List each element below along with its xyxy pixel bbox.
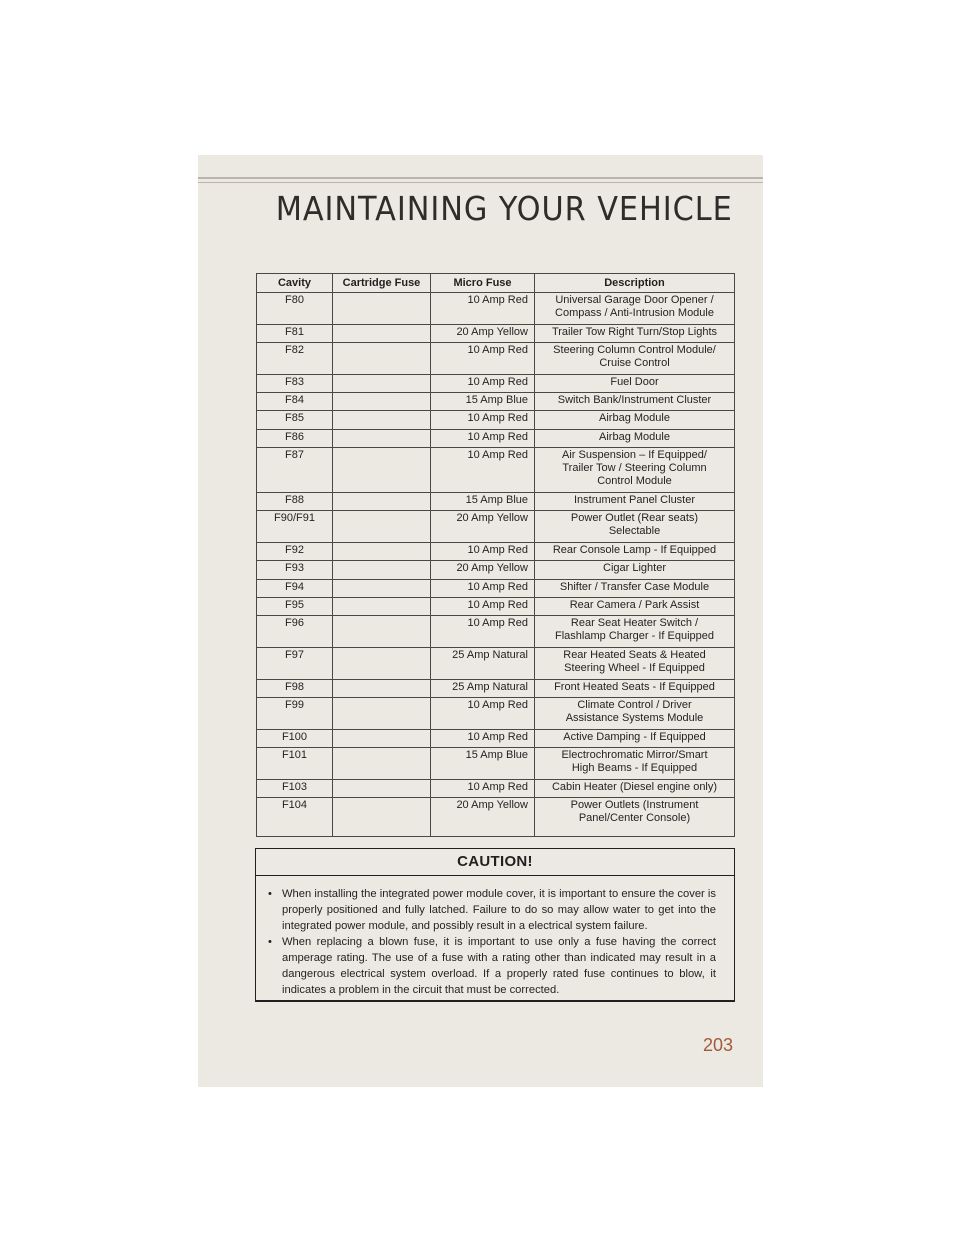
cavity-cell: F99 [257,697,333,729]
cavity-cell: F87 [257,448,333,493]
table-row [257,342,735,374]
description-cell [535,429,735,447]
table-row [257,542,735,560]
table-row [257,448,735,493]
cartridge-fuse-cell [333,561,431,579]
cavity-cell: F104 [281,799,308,811]
micro-fuse-cell: 15 Amp Blue [431,392,535,410]
table-row [257,616,735,648]
section-title: MAINTAINING YOUR VEHICLE [276,189,733,228]
cartridge-fuse-cell [333,324,431,342]
micro-fuse-cell: 10 Amp Red [431,779,535,797]
col-header-description: Description [535,274,735,293]
table-row [257,579,735,597]
bullet-icon: • [268,888,272,900]
table-row [257,511,735,543]
description-cell [535,729,735,747]
cavity-cell: F84 [257,392,333,410]
description-cell [535,542,735,560]
description-line: Fuel Door [610,375,659,388]
cavity-cell: F96 [257,616,333,648]
description-line: Rear Heated Seats & Heated [563,648,706,661]
table-row [257,747,735,779]
cavity-cell: F88 [257,492,333,510]
description-line: Steering Wheel - If Equipped [564,661,705,674]
cartridge-fuse-cell [333,597,431,615]
table-row [257,679,735,697]
header-rule-thin [198,182,763,183]
header-rule [198,177,763,179]
micro-fuse-cell: 10 Amp Red [431,448,535,493]
description-line: Active Damping - If Equipped [563,730,706,743]
table-row [257,492,735,510]
description-line: Electrochromatic Mirror/Smart [561,748,708,761]
cavity-cell: F86 [257,429,333,447]
description-cell [535,597,735,615]
col-header-cavity: Cavity [257,274,333,293]
cavity-cell: F95 [257,597,333,615]
description-cell [535,374,735,392]
description-cell [535,342,735,374]
description-line: Rear Seat Heater Switch / [570,617,699,630]
micro-fuse-cell: 10 Amp Red [431,411,535,429]
table-row [257,293,735,325]
description-line: Rear Console Lamp - If Equipped [552,543,717,556]
fuse-table [256,273,735,837]
description-line: Power Outlets (Instrument [570,799,699,811]
micro-fuse-cell: 20 Amp Yellow [431,511,535,543]
description-line: Shifter / Transfer Case Module [559,580,710,593]
table-row [257,729,735,747]
description-cell [535,798,735,837]
description-cell [535,411,735,429]
cavity-cell: F93 [257,561,333,579]
description-cell [535,697,735,729]
description-line: Cigar Lighter [603,562,666,575]
micro-fuse-cell: 15 Amp Blue [431,747,535,779]
table-row [257,647,735,679]
table-header-row [257,274,735,293]
cavity-cell: F100 [257,729,333,747]
cartridge-fuse-cell [333,747,431,779]
description-cell [535,679,735,697]
micro-fuse-cell: 10 Amp Red [431,429,535,447]
micro-fuse-cell: 15 Amp Blue [431,492,535,510]
cartridge-fuse-cell [333,616,431,648]
cavity-cell: F101 [257,747,333,779]
description-line: Compass / Anti-Intrusion Module [555,307,714,319]
caution-box [255,848,735,1002]
table-row [257,798,735,837]
micro-fuse-cell: 20 Amp Yellow [431,798,535,837]
cartridge-fuse-cell [333,542,431,560]
description-cell [535,448,735,493]
description-line: Steering Column Control Module/ [553,343,716,356]
description-cell [535,579,735,597]
caution-item-text: When replacing a blown fuse, it is important to use only a fuse having the correct amperage rating. The use of a fuse with a rating other than indicated may result in a dangerous electrical system overload. If a properly rated fuse continues to blow, it indicates a problem in the circuit that must be corrected. [282,936,716,996]
description-line: Airbag Module [599,412,670,425]
micro-fuse-cell: 20 Amp Yellow [431,324,535,342]
description-cell [535,293,735,325]
description-cell [535,324,735,342]
micro-fuse-cell: 25 Amp Natural [431,679,535,697]
cavity-cell: F94 [257,579,333,597]
cartridge-fuse-cell [333,342,431,374]
micro-fuse-cell: 25 Amp Natural [431,647,535,679]
description-line: Cruise Control [599,356,670,369]
description-line: Rear Camera / Park Assist [569,598,700,611]
description-cell [535,492,735,510]
micro-fuse-cell: 10 Amp Red [431,597,535,615]
caution-list [256,886,734,998]
cartridge-fuse-cell [333,492,431,510]
table-row [257,561,735,579]
cavity-cell: F103 [257,779,333,797]
table-row [257,392,735,410]
cavity-cell: F80 [257,293,333,325]
description-line: Trailer Tow Right Turn/Stop Lights [551,325,718,338]
caution-title: CAUTION! [256,849,734,876]
cartridge-fuse-cell [333,798,431,837]
description-line: Switch Bank/Instrument Cluster [557,393,712,406]
description-line: Climate Control / Driver [577,698,692,711]
cartridge-fuse-cell [333,679,431,697]
col-header-micro-fuse: Micro Fuse [431,274,535,293]
cartridge-fuse-cell [333,429,431,447]
description-cell [535,747,735,779]
table-row [257,374,735,392]
caution-item [268,886,716,934]
table-row [257,779,735,797]
description-line: Panel/Center Console) [578,812,691,824]
bullet-icon: • [268,936,272,948]
cavity-cell: F81 [257,324,333,342]
description-line: Instrument Panel Cluster [573,493,696,506]
description-cell [535,392,735,410]
cavity-cell: F92 [257,542,333,560]
micro-fuse-cell: 10 Amp Red [431,542,535,560]
micro-fuse-cell: 10 Amp Red [431,342,535,374]
table-row [257,411,735,429]
description-line: Control Module [597,475,672,488]
cartridge-fuse-cell [333,293,431,325]
caution-item-text: When installing the integrated power module cover, it is important to ensure the cover is properly positioned and fully latched. Failure to do so may allow water to get into the integrated power module, and possibly result in a electrical system failure. [282,888,716,932]
description-line: Assistance Systems Module [565,711,704,724]
description-line: High Beams - If Equipped [571,761,698,774]
micro-fuse-cell: 10 Amp Red [431,579,535,597]
micro-fuse-cell: 10 Amp Red [431,374,535,392]
cavity-cell: F98 [257,679,333,697]
micro-fuse-cell: 10 Amp Red [431,697,535,729]
micro-fuse-cell: 20 Amp Yellow [431,561,535,579]
table-row [257,597,735,615]
description-line: Cabin Heater (Diesel engine only) [551,780,718,793]
cartridge-fuse-cell [333,374,431,392]
description-line: Flashlamp Charger - If Equipped [555,630,714,643]
description-line: Trailer Tow / Steering Column [562,462,707,475]
micro-fuse-cell: 10 Amp Red [431,616,535,648]
table-row [257,429,735,447]
cartridge-fuse-cell [333,729,431,747]
col-header-cartridge-fuse: Cartridge Fuse [333,274,431,293]
cartridge-fuse-cell [333,697,431,729]
cartridge-fuse-cell [333,411,431,429]
cavity-cell: F97 [257,647,333,679]
cartridge-fuse-cell [333,779,431,797]
cartridge-fuse-cell [333,448,431,493]
description-line: Front Heated Seats - If Equipped [554,680,715,693]
cavity-cell: F85 [257,411,333,429]
description-line: Power Outlet (Rear seats) [570,512,699,525]
description-cell [535,647,735,679]
fuse-table-body [257,293,735,837]
table-row [257,697,735,729]
description-line: Universal Garage Door Opener / [555,294,714,306]
table-row [257,324,735,342]
cavity-cell: F90/F91 [257,511,333,543]
page-number: 203 [702,1035,733,1055]
cavity-cell: F82 [257,342,333,374]
cartridge-fuse-cell [333,647,431,679]
description-cell [535,779,735,797]
cartridge-fuse-cell [333,579,431,597]
description-line: Airbag Module [599,430,670,443]
micro-fuse-cell: 10 Amp Red [431,293,535,325]
description-line: Selectable [608,525,661,538]
description-cell [535,616,735,648]
micro-fuse-cell: 10 Amp Red [431,729,535,747]
caution-item [268,934,716,998]
cavity-cell: F83 [257,374,333,392]
cartridge-fuse-cell [333,392,431,410]
cartridge-fuse-cell [333,511,431,543]
description-line: Air Suspension – If Equipped/ [562,449,707,462]
description-cell [535,561,735,579]
description-cell [535,511,735,543]
